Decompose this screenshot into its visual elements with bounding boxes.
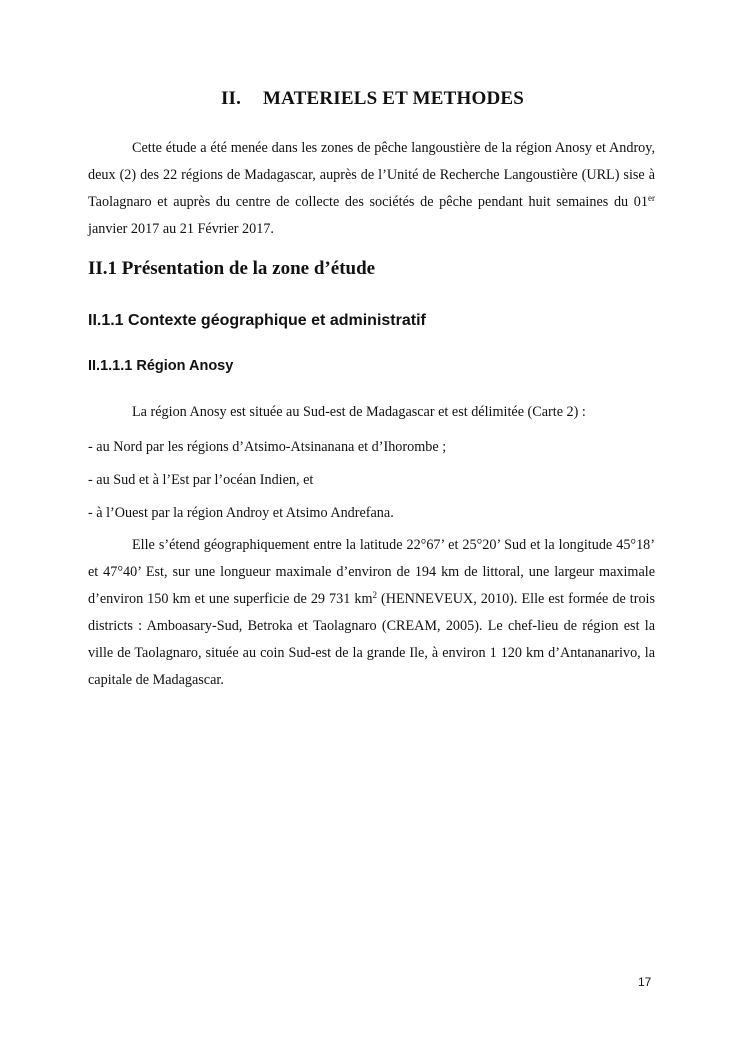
extent-superscript: 2 (372, 590, 377, 600)
region-lead-paragraph: La région Anosy est située au Sud-est de Madagascar et est délimitée (Carte 2) : (132, 404, 586, 420)
intro-text-end: janvier 2017 au 21 Février 2017. (88, 221, 274, 237)
list-item: - au Nord par les régions d’Atsimo-Atsinanana et d’Ihorombe ; (88, 439, 447, 455)
page-number: 17 (638, 975, 652, 989)
chapter-title (0, 88, 745, 110)
subsubsection-heading: II.1.1.1 Région Anosy (88, 358, 234, 374)
extent-text: Elle s’étend géographiquement entre la latitude 22°67’ et 25°20’ Sud et la longitude 45°18’ et 47°40’ Est, sur une longueur maximale d’environ de 194 km de littoral, une largeur maximale d’environ 150 km et une superficie de 29 731 km (88, 537, 655, 607)
section-heading: II.1 Présentation de la zone d’étude (88, 258, 376, 279)
subsection-heading: II.1.1 Contexte géographique et administratif (88, 312, 426, 329)
list-item: - à l’Ouest par la région Androy et Atsimo Andrefana. (88, 505, 394, 521)
extent-text-end: (HENNEVEUX, 2010). Elle est formée de trois districts : Amboasary-Sud, Betroka et Taolagnaro (CREAM, 2005). Le chef-lieu de région est la ville de Taolagnaro, située au coin Sud-est de la grande Ile, à environ 1 120 km d’Antananarivo, la capitale de Madagascar. (88, 591, 655, 688)
chapter-title-text: MATERIELS ET METHODES (262, 88, 525, 109)
chapter-number: II. (220, 88, 242, 109)
intro-paragraph (88, 135, 655, 243)
region-extent-paragraph (88, 532, 655, 694)
intro-text: Cette étude a été menée dans les zones de pêche langoustière de la région Anosy et Androy, deux (2) des 22 régions de Madagascar, auprès de l’Unité de Recherche Langoustière (URL) sise à Taolagnaro et auprès du centre de collecte des sociétés de pêche pendant huit semaines du 01 (88, 140, 655, 210)
intro-superscript: er (648, 193, 655, 203)
list-item: - au Sud et à l’Est par l’océan Indien, et (88, 472, 314, 488)
